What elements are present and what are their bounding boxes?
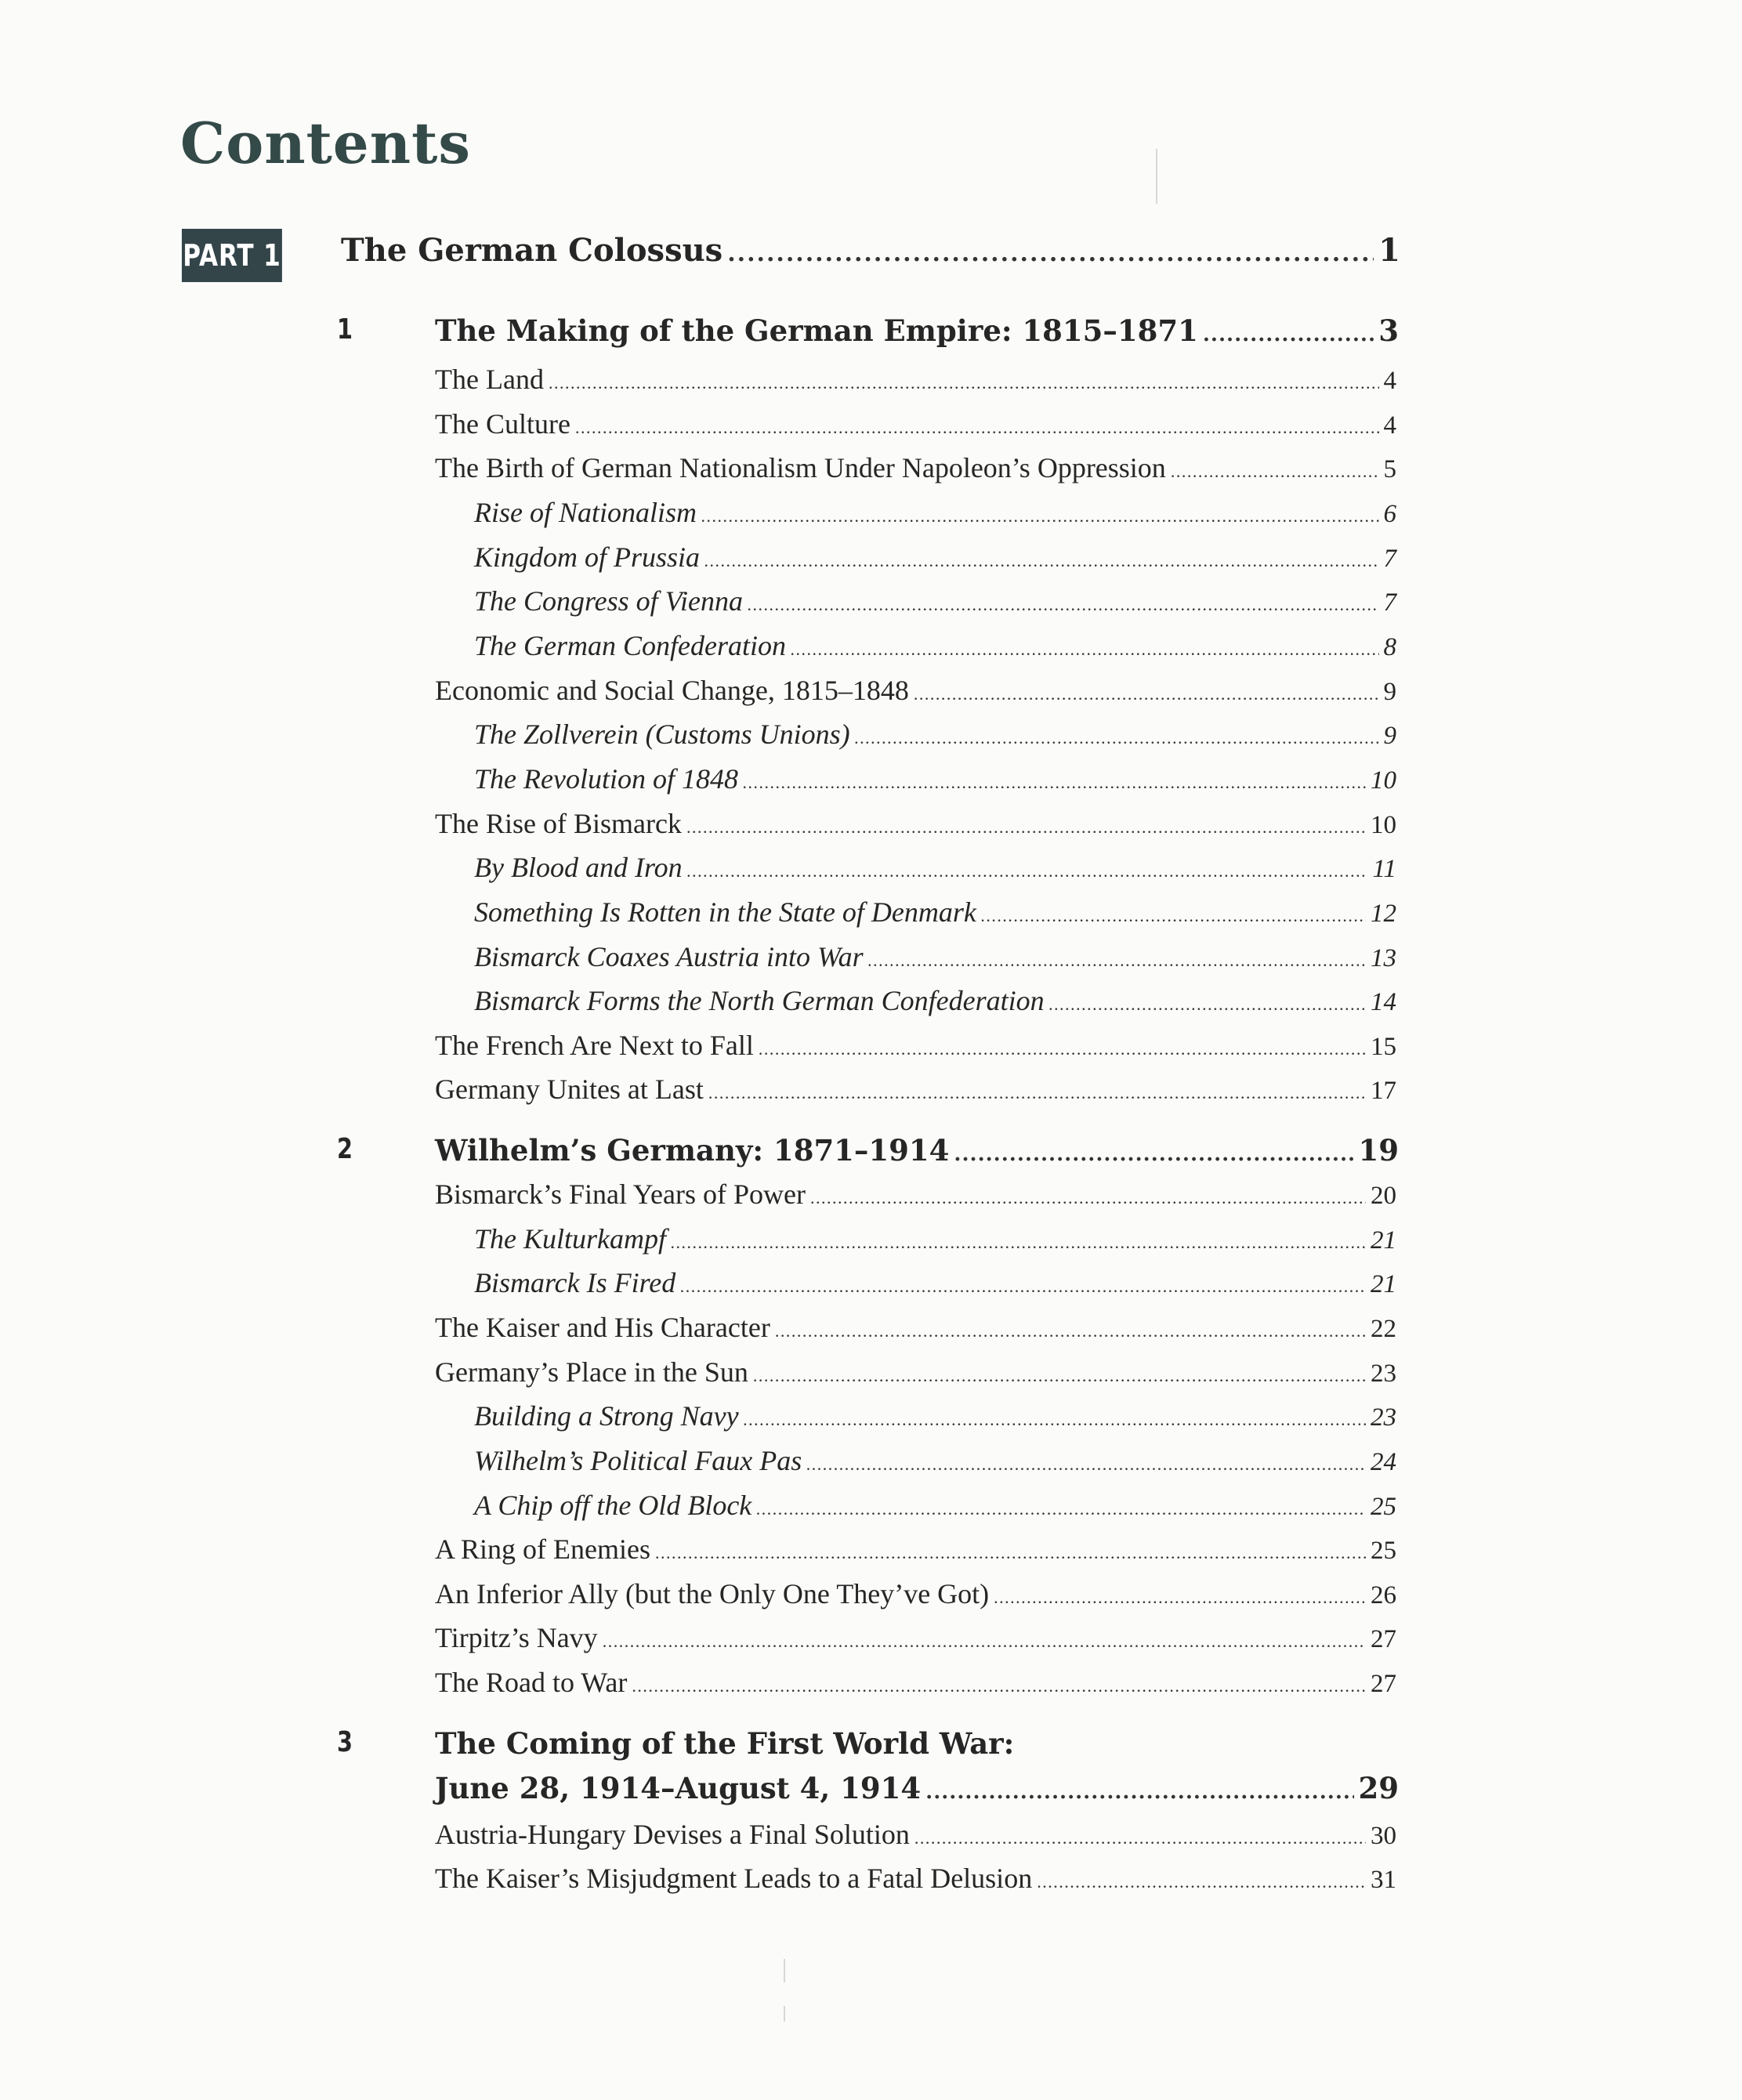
toc-entry-section[interactable]: The Kaiser and His Character ..... 22 [435, 1311, 1396, 1344]
page-number: 8 [1383, 633, 1396, 661]
dot-leader [759, 1039, 1366, 1059]
toc-entry-subsection[interactable]: The Zollverein (Customs Unions) ..... 9 [474, 718, 1396, 751]
dot-leader [632, 1676, 1366, 1696]
dot-leader [744, 1410, 1366, 1430]
page-number: 30 [1371, 1822, 1396, 1850]
dot-leader [806, 1454, 1366, 1475]
page-number: 15 [1371, 1033, 1396, 1061]
dot-leader [855, 728, 1379, 748]
toc-entry-subsection[interactable]: Rise of Nationalism ..... 6 [474, 496, 1396, 529]
page-number: 9 [1383, 678, 1396, 706]
scan-artifact [1156, 149, 1157, 204]
page-number: 27 [1371, 1625, 1396, 1653]
scan-artifact [784, 1959, 785, 1982]
page-number: 22 [1371, 1315, 1396, 1343]
page-number: 20 [1371, 1182, 1396, 1210]
page-number: 7 [1383, 588, 1396, 617]
page-number: 10 [1371, 811, 1396, 839]
toc-entry-section[interactable]: Tirpitz’s Navy ..... 27 [435, 1621, 1396, 1654]
page-number: 14 [1371, 988, 1396, 1016]
dot-leader [655, 1543, 1366, 1563]
page-number: 4 [1383, 367, 1396, 395]
toc-entry-subsection[interactable]: The Revolution of 1848 ..... 10 [474, 762, 1396, 795]
page-number: 10 [1371, 766, 1396, 795]
page-number: 29 [1358, 1771, 1399, 1805]
dot-leader [549, 373, 1379, 393]
toc-entry-section[interactable]: Bismarck’s Final Years of Power ..... 20 [435, 1178, 1396, 1211]
chapter-title: Wilhelm’s Germany: 1871–1914 [435, 1133, 950, 1168]
toc-entry-subsection[interactable]: The Congress of Vienna ..... 7 [474, 585, 1396, 617]
toc-entry-subsection[interactable]: Bismarck Coaxes Austria into War ..... 13 [474, 940, 1396, 973]
page-number: 24 [1371, 1448, 1396, 1476]
toc-entry-section[interactable]: The Road to War ..... 27 [435, 1666, 1396, 1699]
dot-leader [680, 1276, 1366, 1297]
page-number: 19 [1358, 1133, 1399, 1168]
dot-leader [954, 1142, 1353, 1166]
page-number: 23 [1371, 1360, 1396, 1388]
dot-leader [791, 639, 1379, 660]
dot-leader [727, 240, 1374, 267]
chapter-title-line-1[interactable]: The Coming of the First World War: [435, 1726, 1015, 1761]
page-number: 12 [1371, 900, 1396, 928]
dot-leader [868, 950, 1366, 971]
dot-leader [981, 906, 1366, 926]
page-number: 7 [1383, 545, 1396, 573]
toc-entry-section[interactable]: The Rise of Bismarck ..... 10 [435, 807, 1396, 840]
scan-artifact [784, 2006, 785, 2022]
toc-entry-subsection[interactable]: Wilhelm’s Political Faux Pas ..... 24 [474, 1444, 1396, 1477]
page-number: 6 [1383, 500, 1396, 528]
toc-entry-section[interactable]: The Kaiser’s Misjudgment Leads to a Fatal Delusion ..... 31 [435, 1862, 1396, 1895]
dot-leader [1203, 323, 1374, 346]
dot-leader [914, 684, 1379, 704]
dot-leader [575, 418, 1379, 438]
page-number: 5 [1383, 455, 1396, 483]
page-number: 25 [1371, 1537, 1396, 1565]
dot-leader [603, 1631, 1366, 1652]
page-number: 4 [1383, 411, 1396, 440]
toc-entry-subsection[interactable]: Bismarck Forms the North German Confederation ..... 14 [474, 984, 1396, 1017]
toc-entry-section[interactable]: The Land ..... 4 [435, 363, 1396, 396]
toc-entry-section[interactable]: The Birth of German Nationalism Under Napoleon’s Oppression ..... 5 [435, 451, 1396, 484]
page-number: 1 [1378, 232, 1400, 269]
toc-entry-subsection[interactable]: Building a Strong Navy ..... 23 [474, 1399, 1396, 1432]
toc-entry-chapter-2[interactable] [435, 1133, 1399, 1168]
page-number: 23 [1371, 1403, 1396, 1432]
chapter-number: 2 [337, 1133, 353, 1165]
toc-entry-part-1[interactable] [341, 232, 1400, 269]
dot-leader [701, 506, 1378, 527]
dot-leader [753, 1366, 1366, 1386]
toc-entry-subsection[interactable]: By Blood and Iron ..... 11 [474, 851, 1396, 884]
dot-leader [1171, 462, 1379, 482]
toc-entry-subsection[interactable]: Something Is Rotten in the State of Denmark ..... 12 [474, 896, 1396, 929]
page-number: 26 [1371, 1581, 1396, 1609]
toc-entry-subsection[interactable]: A Chip off the Old Block ..... 25 [474, 1489, 1396, 1522]
dot-leader [671, 1233, 1366, 1253]
dot-leader [810, 1188, 1366, 1208]
toc-entry-section[interactable]: An Inferior Ally (but the Only One They’ve Got) ..... 26 [435, 1577, 1396, 1610]
dot-leader [914, 1828, 1366, 1848]
page-number: 25 [1371, 1493, 1396, 1521]
dot-leader [708, 1083, 1366, 1103]
page-number: 3 [1378, 313, 1399, 348]
page-number: 21 [1371, 1270, 1396, 1298]
toc-entry-chapter-3[interactable] [435, 1771, 1399, 1805]
dot-leader [748, 595, 1379, 615]
page-number: 13 [1371, 944, 1396, 972]
page-number: 21 [1371, 1226, 1396, 1255]
part-title: The German Colossus [341, 232, 723, 269]
dot-leader [925, 1780, 1353, 1804]
toc-entry-section[interactable]: Economic and Social Change, 1815–1848 ..... 9 [435, 674, 1396, 707]
page-number: 11 [1372, 855, 1396, 883]
page-number: 9 [1383, 722, 1396, 750]
dot-leader [743, 773, 1366, 793]
toc-entry-subsection[interactable]: The Kulturkampf ..... 21 [474, 1222, 1396, 1255]
chapter-number: 1 [337, 313, 353, 346]
toc-entry-section[interactable]: A Ring of Enemies ..... 25 [435, 1533, 1396, 1566]
toc-entry-subsection[interactable]: The German Confederation ..... 8 [474, 629, 1396, 662]
dot-leader [686, 817, 1366, 838]
dot-leader [756, 1499, 1366, 1519]
toc-entry-section[interactable]: The Culture ..... 4 [435, 407, 1396, 440]
chapter-title: The Making of the German Empire: 1815–1871 [435, 313, 1198, 348]
toc-entry-section[interactable]: Germany Unites at Last ..... 17 [435, 1073, 1396, 1106]
toc-entry-section[interactable]: The French Are Next to Fall ..... 15 [435, 1029, 1396, 1062]
dot-leader [687, 861, 1368, 882]
chapter-number: 3 [337, 1726, 353, 1758]
chapter-title-line-2: June 28, 1914–August 4, 1914 [435, 1771, 922, 1805]
page-number: 31 [1371, 1866, 1396, 1894]
toc-entry-subsection[interactable]: Bismarck Is Fired ..... 21 [474, 1266, 1396, 1299]
page-title: Contents [180, 110, 471, 176]
toc-entry-section[interactable]: Austria-Hungary Devises a Final Solution ..... 30 [435, 1818, 1396, 1851]
dot-leader [704, 551, 1378, 571]
dot-leader [1049, 994, 1366, 1015]
dot-leader [994, 1588, 1366, 1608]
toc-entry-section[interactable]: Germany’s Place in the Sun ..... 23 [435, 1356, 1396, 1389]
part-badge: PART 1 [182, 229, 282, 282]
toc-entry-subsection[interactable]: Kingdom of Prussia ..... 7 [474, 541, 1396, 574]
toc-entry-chapter-1[interactable] [435, 313, 1399, 348]
page-number: 17 [1371, 1077, 1396, 1105]
dot-leader [775, 1321, 1366, 1341]
page-number: 27 [1371, 1670, 1396, 1698]
dot-leader [1037, 1872, 1366, 1892]
